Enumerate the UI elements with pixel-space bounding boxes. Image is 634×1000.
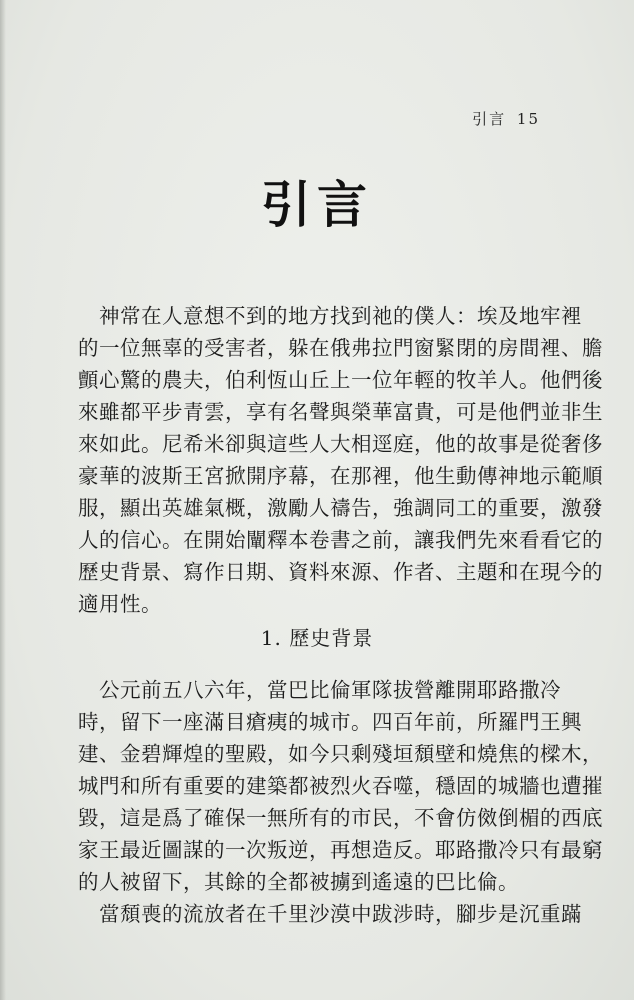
text-line: 人的信心。在開始闡釋本卷書之前，讓我們先來看看它的 [78, 528, 603, 552]
text-line: 來如此。尼希米卻與這些人大相逕庭，他的故事是從奢侈 [78, 432, 603, 456]
text-line: 適用性。 [78, 592, 162, 616]
text-line: 的一位無辜的受害者，躲在俄弗拉門窗緊閉的房間裡、膽 [78, 336, 603, 360]
intro-paragraph [78, 300, 603, 620]
page-number: 15 [516, 110, 540, 128]
text-line: 來雖都平步青雲，享有名聲與榮華富貴，可是他們並非生 [78, 400, 603, 424]
running-head [468, 108, 540, 129]
text-line: 的人被留下，其餘的全都被擄到遙遠的巴比倫。 [78, 870, 519, 894]
text-line: 當頹喪的流放者在千里沙漠中跋涉時，腳步是沉重蹣 [78, 902, 582, 926]
text-line: 毀，這是爲了確保一無所有的市民，不會仿傚倒楣的西底 [78, 806, 603, 830]
chapter-title: 引言 [261, 176, 373, 234]
text-line: 公元前五八六年，當巴比倫軍隊拔營離開耶路撒冷 [78, 678, 561, 702]
text-line: 城門和所有重要的建築都被烈火吞噬，穩固的城牆也遭摧 [78, 774, 603, 798]
page-gutter-shadow [0, 0, 6, 1000]
running-head-title: 引言 [472, 110, 507, 128]
text-line: 神常在人意想不到的地方找到祂的僕人：埃及地牢裡 [78, 304, 582, 328]
text-line: 歷史背景、寫作日期、資料來源、作者、主題和在現今的 [78, 560, 603, 584]
text-line: 時，留下一座滿目瘡痍的城市。四百年前，所羅門王興 [78, 710, 582, 734]
text-line: 豪華的波斯王宮掀開序幕，在那裡，他生動傳神地示範順 [78, 464, 603, 488]
section-heading: 1. 歷史背景 [260, 626, 374, 650]
text-line: 家王最近圖謀的一次叛逆，再想造反。耶路撒冷只有最窮 [78, 838, 603, 862]
text-line: 建、金碧輝煌的聖殿，如今只剩殘垣頹壁和燒焦的樑木， [78, 742, 603, 766]
text-line: 服，顯出英雄氣概，激勵人禱告，強調同工的重要，激發 [78, 496, 603, 520]
history-paragraph [78, 674, 603, 930]
text-line: 顫心驚的農夫，伯利恆山丘上一位年輕的牧羊人。他們後 [78, 368, 603, 392]
